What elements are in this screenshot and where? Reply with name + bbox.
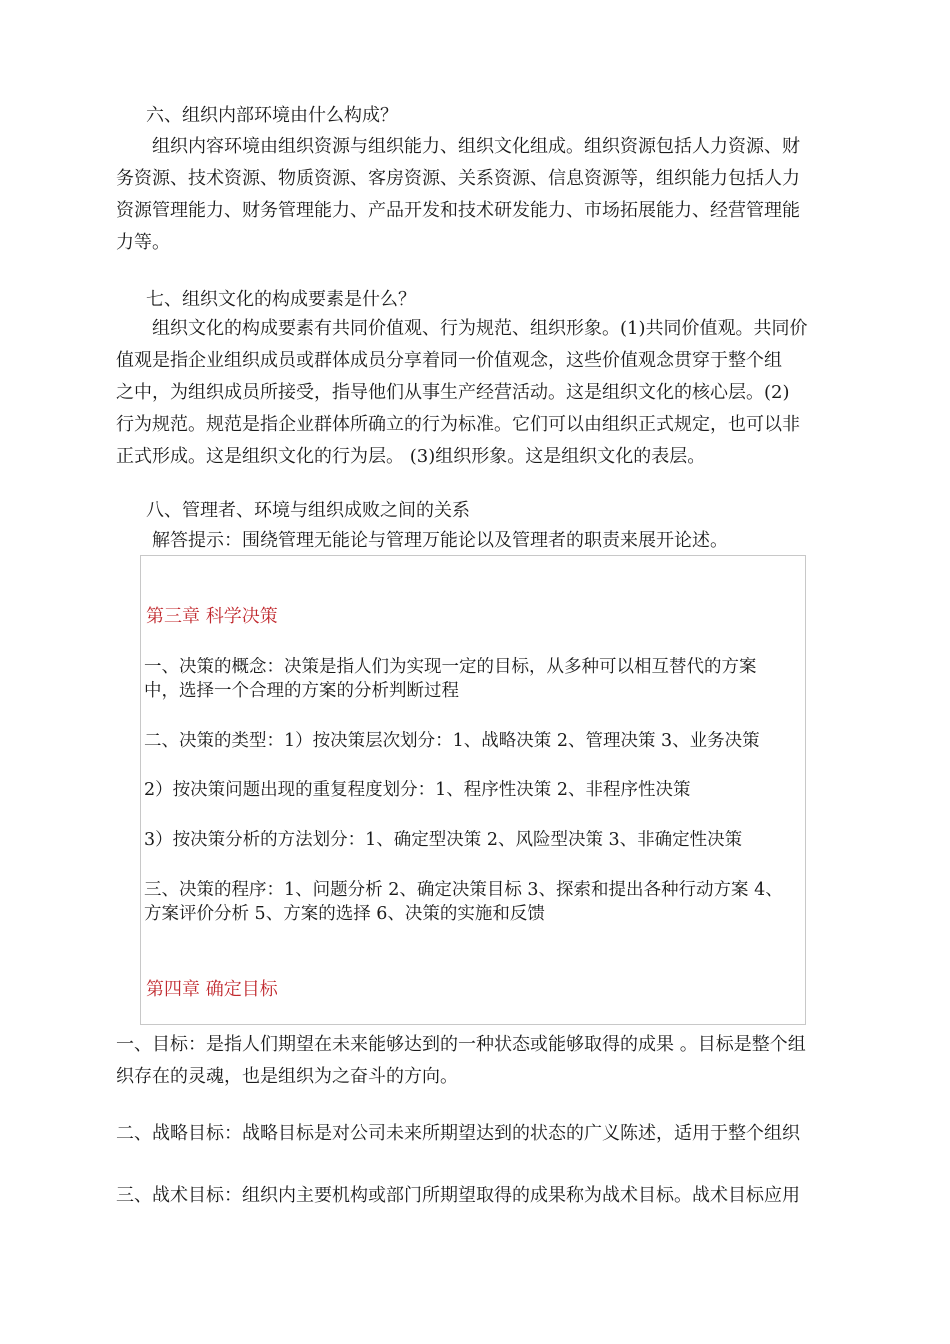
section-7-line: 行为规范。规范是指企业群体所确立的行为标准。它们可以由组织正式规定，也可以非 — [116, 414, 800, 435]
decision-procedure-line: 方案评价分析 5、方案的选择 6、决策的实施和反馈 — [144, 904, 545, 924]
decision-procedure-line: 三、决策的程序：1、问题分析 2、确定决策目标 3、探索和提出各种行动方案 4、 — [144, 880, 783, 900]
section-6-line: 组织内容环境由组织资源与组织能力、组织文化组成。组织资源包括人力资源、财 — [152, 136, 800, 157]
chapter-3-heading: 第三章 科学决策 — [146, 606, 278, 627]
strategic-goal: 二、战略目标：战略目标是对公司未来所期望达到的状态的广义陈述，适用于整个组织 — [116, 1123, 800, 1144]
section-6-line: 资源管理能力、财务管理能力、产品开发和技术研发能力、市场拓展能力、经营管理能 — [116, 200, 800, 221]
section-6-line: 务资源、技术资源、物质资源、客房资源、关系资源、信息资源等，组织能力包括人力 — [116, 168, 800, 189]
section-6-title: 六、组织内部环境由什么构成？ — [146, 105, 398, 126]
decision-types: 二、决策的类型：1）按决策层次划分：1、战略决策 2、管理决策 3、业务决策 — [144, 731, 760, 751]
goal-definition — [116, 1029, 851, 1093]
section-8-title: 八、管理者、环境与组织成败之间的关系 — [146, 500, 470, 521]
section-7-title: 七、组织文化的构成要素是什么？ — [146, 289, 416, 310]
chapter-box — [140, 555, 806, 1025]
decision-procedure — [144, 878, 804, 926]
decision-concept-line: 中，选择一个合理的方案的分析判断过程 — [144, 681, 459, 701]
section-8-hint: 解答提示：围绕管理无能论与管理万能论以及管理者的职责来展开论述。 — [152, 530, 728, 551]
goal-definition-line: 织存在的灵魂，也是组织为之奋斗的方向。 — [116, 1066, 458, 1087]
section-6-line: 力等。 — [116, 232, 170, 253]
chapter-4-heading: 第四章 确定目标 — [146, 979, 278, 1000]
section-7-line: 正式形成。这是组织文化的行为层。 (3)组织形象。这是组织文化的表层。 — [116, 446, 706, 467]
goal-definition-line: 一、目标：是指人们期望在未来能够达到的一种状态或能够取得的成果 。目标是整个组 — [116, 1034, 806, 1055]
section-7-line: 之中，为组织成员所接受，指导他们从事生产经营活动。这是组织文化的核心层。(2) — [116, 382, 790, 403]
section-7-line: 组织文化的构成要素有共同价值观、行为规范、组织形象。(1)共同价值观。共同价 — [152, 318, 808, 339]
tactical-goal: 三、战术目标：组织内主要机构或部门所期望取得的成果称为战术目标。战术目标应用 — [116, 1185, 800, 1206]
decision-concept — [144, 655, 804, 703]
section-6-answer — [116, 131, 851, 259]
section-7-answer — [116, 313, 851, 473]
decision-types-2: 2）按决策问题出现的重复程度划分：1、程序性决策 2、非程序性决策 — [144, 780, 691, 800]
decision-types-3: 3）按决策分析的方法划分：1、确定型决策 2、风险型决策 3、非确定性决策 — [144, 830, 743, 850]
section-7-line: 值观是指企业组织成员或群体成员分享着同一价值观念，这些价值观念贯穿于整个组 — [116, 350, 782, 371]
decision-concept-line: 一、决策的概念：决策是指人们为实现一定的目标，从多种可以相互替代的方案 — [144, 657, 757, 677]
